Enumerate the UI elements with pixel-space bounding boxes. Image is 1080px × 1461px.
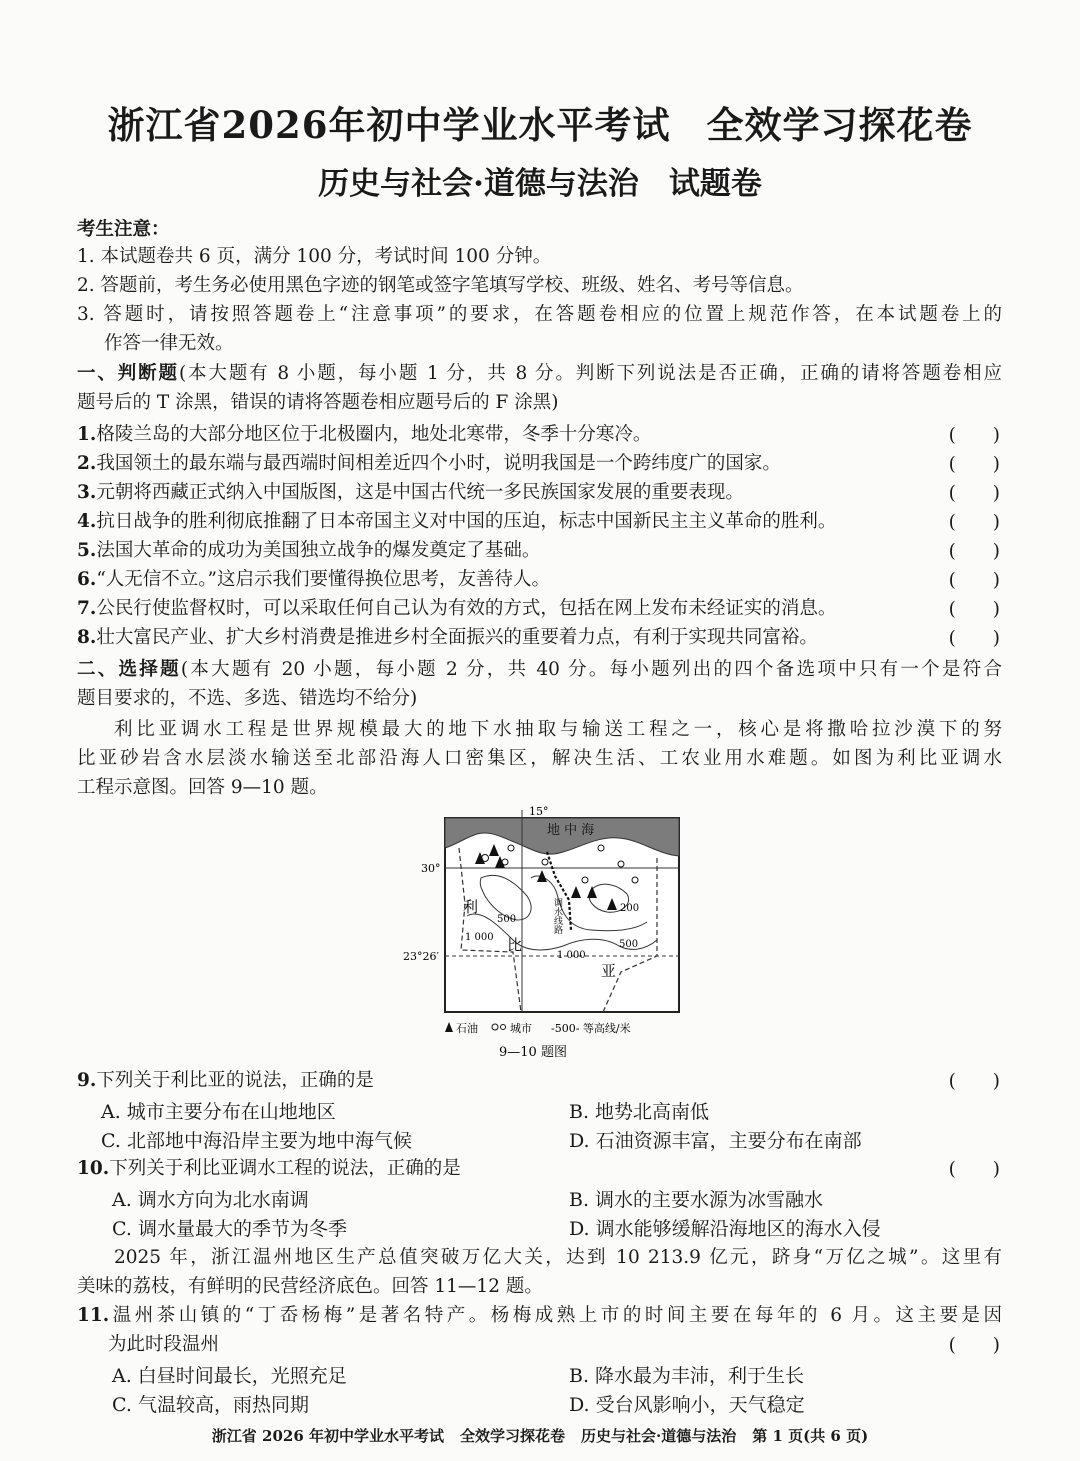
title-left: 浙江省2026年初中学业水平考试 xyxy=(107,103,671,147)
legend-contour: -500- 等高线/米 xyxy=(551,1022,631,1035)
q11-option-c[interactable]: C. 气温较高，雨热同期 xyxy=(112,1394,309,1416)
footer-series: 全效学习探花卷 xyxy=(459,1427,565,1445)
q9-option-b[interactable]: B. 地势北高南低 xyxy=(569,1101,710,1123)
page-title xyxy=(0,95,1080,149)
section1-header xyxy=(77,360,1002,387)
city-dot xyxy=(618,861,624,867)
footer-subject: 历史与社会·道德与法治 xyxy=(581,1427,737,1445)
section1-desc-a: (本大题有 8 小题，每小题 1 分，共 8 分。判断下列说法是否正确，正确的请将答题卷相应 xyxy=(178,363,1002,384)
footer-page: 第 1 页(共 6 页) xyxy=(752,1427,869,1445)
passage1-line-a: 利比亚调水工程是世界规模最大的地下水抽取与输送工程之一，核心是将撒哈拉沙漠下的努 xyxy=(114,719,1002,740)
notice-item-2: 2. 答题前，考生务必使用黑色字迹的钢笔或签字笔填写学校、班级、姓名、考号等信息。 xyxy=(77,275,804,296)
q10-option-c[interactable]: C. 调水量最大的季节为冬季 xyxy=(112,1218,347,1240)
legend-city: 城市 xyxy=(510,1022,532,1035)
city-dot xyxy=(632,877,638,883)
q9-option-d[interactable]: D. 石油资源丰富，主要分布在南部 xyxy=(569,1130,862,1152)
map-caption: 9—10 题图 xyxy=(499,1045,567,1060)
contour-label-1000b: 1 000 xyxy=(557,950,586,961)
question-4: 4.抗日战争的胜利彻底推翻了日本帝国主义对中国的压迫，标志中国新民主主义革命的胜利。 xyxy=(77,511,837,532)
question-9: 9.下列关于利比亚的说法，正确的是 xyxy=(77,1070,374,1091)
answer-paren-2[interactable]: ( ) xyxy=(948,454,1000,475)
q11-option-d[interactable]: D. 受台风影响小，天气稳定 xyxy=(569,1394,805,1416)
contour-label-500b: 500 xyxy=(619,939,639,950)
answer-paren-3[interactable]: ( ) xyxy=(948,483,1000,504)
section2-header xyxy=(77,656,1002,683)
answer-paren-11[interactable]: ( ) xyxy=(948,1335,1000,1356)
tropic-label: 23°26′ xyxy=(403,950,439,963)
q11-option-a[interactable]: A. 白昼时间最长，光照充足 xyxy=(112,1365,347,1387)
city-dot xyxy=(598,845,604,851)
country-char-2: 比 xyxy=(507,936,523,954)
footer-exam: 浙江省 2026 年初中学业水平考试 xyxy=(211,1427,444,1445)
passage2-line-b: 美味的荔枝，有鲜明的民营经济底色。回答 11—12 题。 xyxy=(77,1276,543,1297)
page-subtitle xyxy=(0,158,1080,203)
answer-paren-9[interactable]: ( ) xyxy=(948,1071,1000,1092)
question-2: 2.我国领土的最东端与最西端时间相差近四个小时，说明我国是一个跨纬度广的国家。 xyxy=(77,453,781,474)
country-char-3: 亚 xyxy=(601,962,617,980)
question-3: 3.元朝将西藏正式纳入中国版图，这是中国古代统一多民族国家发展的重要表现。 xyxy=(77,482,744,503)
answer-paren-1[interactable]: ( ) xyxy=(948,425,1000,446)
section1-desc-b: 题号后的 T 涂黑，错误的请将答题卷相应题号后的 F 涂黑) xyxy=(77,392,559,413)
question-5: 5.法国大革命的成功为美国独立战争的爆发奠定了基础。 xyxy=(77,540,541,561)
title-right: 全效学习探花卷 xyxy=(706,103,973,147)
question-11: 11.温州茶山镇的“丁岙杨梅”是著名特产。杨梅成熟上市的时间主要在每年的 6 月。这主要是因 xyxy=(77,1305,1002,1326)
libya-map xyxy=(395,800,695,1065)
answer-paren-5[interactable]: ( ) xyxy=(948,541,1000,562)
section2-desc-b: 题目要求的，不选、多选、错选均不给分) xyxy=(77,688,418,709)
question-10: 10.下列关于利比亚调水工程的说法，正确的是 xyxy=(77,1158,461,1179)
passage1-line-c: 工程示意图。回答 9—10 题。 xyxy=(77,777,328,798)
q11-option-b[interactable]: B. 降水最为丰沛，利于生长 xyxy=(569,1365,805,1387)
city-dot xyxy=(542,859,548,865)
sea-label: 地 中 海 xyxy=(547,823,595,838)
question-11-cont: 为此时段温州 xyxy=(108,1334,220,1355)
city-dot xyxy=(582,877,588,883)
answer-paren-8[interactable]: ( ) xyxy=(948,628,1000,649)
answer-paren-7[interactable]: ( ) xyxy=(948,599,1000,620)
passage2-line-a: 2025 年，浙江温州地区生产总值突破万亿大关，达到 10 213.9 亿元，跻身“万亿之城”。这里有 xyxy=(114,1247,1002,1268)
notice-item-3a: 3. 答题时，请按照答题卷上“注意事项”的要求，在答题卷相应的位置上规范作答，在本试题卷上的 xyxy=(77,304,1002,325)
subtitle-right: 试题卷 xyxy=(668,166,762,202)
city-dot xyxy=(508,845,514,851)
question-1: 1.格陵兰岛的大部分地区位于北极圈内，地处北寒带，冬季十分寒冷。 xyxy=(77,424,652,445)
legend-city-icon xyxy=(501,1025,506,1030)
section2-title: 二、选择题 xyxy=(77,659,181,680)
section2-desc-a: (本大题有 20 小题，每小题 2 分，共 40 分。每小题列出的四个备选项中只有一个是符合 xyxy=(180,659,1002,680)
section1-title: 一、判断题 xyxy=(77,363,179,384)
answer-paren-4[interactable]: ( ) xyxy=(948,512,1000,533)
answer-paren-10[interactable]: ( ) xyxy=(948,1159,1000,1180)
notice-heading: 考生注意： xyxy=(77,219,170,240)
q10-option-a[interactable]: A. 调水方向为北水南调 xyxy=(112,1189,309,1211)
q10-option-d[interactable]: D. 调水能够缓解沿海地区的海水入侵 xyxy=(569,1218,881,1240)
q10-option-b[interactable]: B. 调水的主要水源为冰雪融水 xyxy=(569,1189,824,1211)
subtitle-left: 历史与社会·道德与法治 xyxy=(318,166,639,202)
lat30-label: 30° xyxy=(421,862,441,875)
lon-label: 15° xyxy=(529,805,549,818)
notice-item-3b: 作答一律无效。 xyxy=(104,333,234,354)
question-7: 7.公民行使监督权时，可以采取任何自己认为有效的方式，包括在网上发布未经证实的消息。 xyxy=(77,598,837,619)
question-8: 8.壮大富民产业、扩大乡村消费是推进乡村全面振兴的重要着力点，有利于实现共同富裕。 xyxy=(77,627,818,648)
country-char-1: 利 xyxy=(463,898,479,916)
legend-city-icon xyxy=(492,1024,498,1030)
passage1-line-b: 比亚砂岩含水层淡水输送至北部沿海人口密集区，解决生活、工农业用水难题。如图为利比亚调水 xyxy=(77,748,1002,769)
contour-label-200: 200 xyxy=(620,903,640,914)
legend-oil-icon xyxy=(445,1022,453,1032)
question-6: 6.“人无信不立。”这启示我们要懂得换位思考，友善待人。 xyxy=(77,569,550,590)
contour-label-1000a: 1 000 xyxy=(465,932,494,943)
pipeline-label: 调水线路 xyxy=(552,898,562,934)
page-footer xyxy=(0,1425,1080,1446)
q9-option-a[interactable]: A. 城市主要分布在山地地区 xyxy=(101,1101,336,1123)
q9-option-c[interactable]: C. 北部地中海沿岸主要为地中海气候 xyxy=(101,1130,412,1152)
legend-oil: 石油 xyxy=(456,1022,478,1035)
notice-item-1: 1. 本试题卷共 6 页，满分 100 分，考试时间 100 分钟。 xyxy=(77,246,552,267)
contour-label-500a: 500 xyxy=(497,914,517,925)
answer-paren-6[interactable]: ( ) xyxy=(948,570,1000,591)
